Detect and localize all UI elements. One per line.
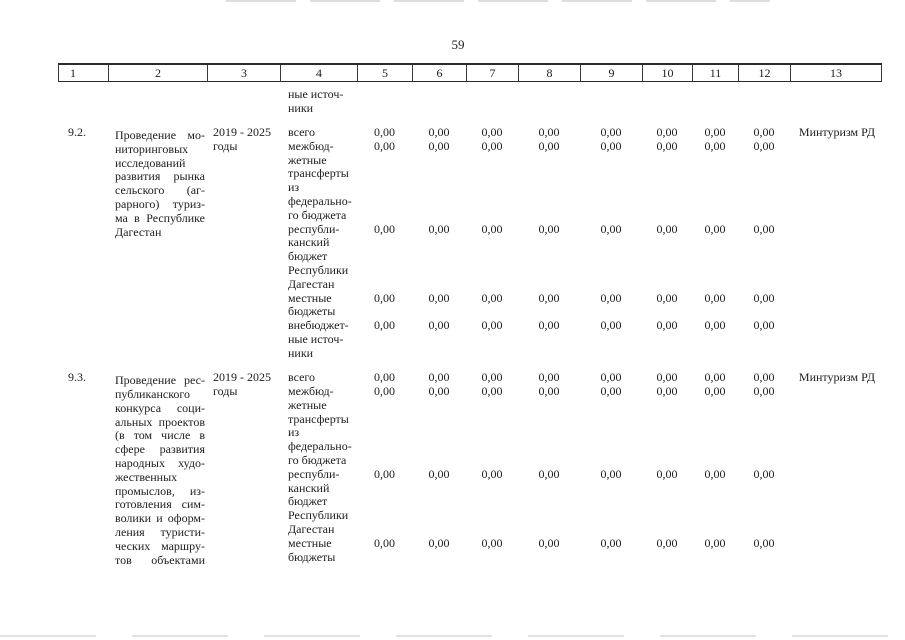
- measure-name-line: тов объектами: [115, 553, 205, 567]
- continuation-row: [58, 88, 882, 116]
- funding-value-col-6: 0,00: [428, 221, 450, 236]
- header-cell-col-4: 4: [280, 65, 357, 81]
- funding-value-col-9: 0,00: [600, 370, 622, 385]
- funding-value-col-10: 0,00: [656, 383, 678, 398]
- measure-name-line: развития рынка: [115, 170, 205, 184]
- funding-source-block: [280, 292, 790, 320]
- funding-value-col-7: 0,00: [481, 221, 503, 236]
- funding-source-label-line: бюджет: [288, 494, 328, 509]
- funding-value-col-7: 0,00: [481, 370, 503, 385]
- funding-source-label: [280, 140, 357, 223]
- scan-edge-top: [226, 0, 770, 2]
- measure-name-line: сельского (аг-: [115, 184, 205, 198]
- funding-source-block: [280, 126, 790, 140]
- funding-source-label-line: бюджеты: [288, 549, 336, 564]
- funding-value-col-10: 0,00: [656, 221, 678, 236]
- scan-edge-bottom: [0, 635, 905, 637]
- funding-value-col-11: 0,00: [704, 466, 726, 481]
- funding-value-col-6: 0,00: [428, 138, 450, 153]
- header-cell-col-7: 7: [466, 65, 518, 81]
- measure-name-line: жественных: [115, 470, 178, 484]
- funding-value-col-6: 0,00: [428, 125, 450, 140]
- funding-value-col-8: 0,00: [538, 383, 560, 398]
- funding-source-label-line: бюджет: [288, 249, 328, 264]
- measure-name-line: (в том числе в: [115, 429, 205, 443]
- measure-name-line: конкурса соци-: [115, 401, 205, 415]
- funding-source-label-line: межбюд-: [288, 383, 334, 398]
- measure-name-cell: [108, 371, 207, 567]
- funding-value-col-6: 0,00: [428, 290, 450, 305]
- funding-value-col-12: 0,00: [753, 318, 775, 333]
- funding-source-label-line: всего: [288, 125, 316, 140]
- funding-value-col-8: 0,00: [538, 535, 560, 550]
- funding-source-label-line: местные: [288, 290, 332, 305]
- funding-value-col-11: 0,00: [704, 138, 726, 153]
- funding-source-label-line: Дагестан: [288, 276, 335, 291]
- funding-value-col-9: 0,00: [600, 221, 622, 236]
- funding-source-label: [280, 371, 357, 385]
- funding-source-label-line: республи-: [288, 466, 340, 481]
- funding-source-label-line: ники: [288, 100, 314, 115]
- measure-name-line: волики и оформ-: [115, 512, 205, 526]
- funding-value-col-7: 0,00: [481, 466, 503, 481]
- funding-source-label-line: местные: [288, 535, 332, 550]
- funding-value-col-5: 0,00: [374, 290, 395, 305]
- funding-value-col-8: 0,00: [538, 125, 560, 140]
- funding-source-block: [280, 223, 790, 292]
- period-line: 2019 - 2025: [213, 370, 271, 385]
- funding-value-col-6: 0,00: [428, 466, 450, 481]
- funding-source-label: [280, 292, 357, 320]
- measure-name-line: публиканского: [115, 387, 191, 401]
- period-cell: [207, 371, 280, 399]
- executor-cell: [790, 126, 882, 140]
- funding-value-col-5: 0,00: [374, 318, 395, 333]
- header-cell-col-1: 1: [58, 65, 108, 81]
- funding-source-block: [280, 319, 790, 360]
- funding-value-col-9: 0,00: [600, 290, 622, 305]
- item-number-cell: [58, 126, 108, 140]
- funding-value-col-5: 0,00: [374, 466, 395, 481]
- funding-source-label-line: из: [288, 180, 300, 195]
- executor-cell: [790, 371, 882, 385]
- header-cell-col-11: 11: [692, 65, 738, 81]
- period-line: годы: [213, 383, 238, 398]
- funding-value-col-8: 0,00: [538, 318, 560, 333]
- funding-source-label-line: внебюджет-: [288, 318, 349, 333]
- header-cell-col-3: 3: [207, 65, 280, 81]
- funding-source-label-line: трансферты: [288, 411, 349, 426]
- funding-value-col-6: 0,00: [428, 535, 450, 550]
- measure-name-cell: [108, 126, 207, 239]
- executor-name: Минтуризм РД: [798, 125, 876, 140]
- period-cell: [207, 126, 280, 154]
- funding-source-label-line: канский: [288, 235, 330, 250]
- funding-source-label-line: ные источ-: [288, 87, 344, 101]
- funding-value-col-12: 0,00: [753, 290, 775, 305]
- funding-value-col-12: 0,00: [753, 370, 775, 385]
- header-cell-col-6: 6: [412, 65, 466, 81]
- table-row: [58, 126, 882, 361]
- funding-sources: [280, 371, 790, 564]
- executor-name: Минтуризм РД: [798, 370, 876, 385]
- item-number: 9.2.: [68, 125, 86, 140]
- funding-source-label-line: Республики: [288, 263, 349, 278]
- funding-value-col-8: 0,00: [538, 370, 560, 385]
- measure-name-line: готовления сим-: [115, 498, 205, 512]
- funding-value-col-5: 0,00: [374, 125, 395, 140]
- funding-sources: [280, 126, 790, 361]
- funding-value-col-12: 0,00: [753, 138, 775, 153]
- funding-value-col-8: 0,00: [538, 221, 560, 236]
- table-body: [58, 82, 882, 567]
- funding-value-col-5: 0,00: [374, 535, 395, 550]
- funding-value-col-9: 0,00: [600, 138, 622, 153]
- budget-table: [58, 63, 882, 567]
- measure-name-line: сфере развития: [115, 443, 205, 457]
- measure-name-line: Дагестан: [115, 225, 162, 239]
- funding-source-label-line: трансферты: [288, 166, 349, 181]
- funding-source-label-line: республи-: [288, 221, 340, 236]
- funding-source-label-line: ники: [288, 345, 314, 360]
- funding-source-block: [280, 468, 790, 537]
- measure-name-line: альных проектов: [115, 415, 205, 429]
- funding-source-label-line: из: [288, 425, 300, 440]
- funding-source-label: [280, 537, 357, 565]
- table-row: [58, 371, 882, 567]
- funding-value-col-9: 0,00: [600, 535, 622, 550]
- funding-source-label-line: жетные: [288, 397, 327, 412]
- funding-source-label: [280, 319, 357, 360]
- funding-value-col-10: 0,00: [656, 290, 678, 305]
- funding-value-col-8: 0,00: [538, 138, 560, 153]
- funding-value-col-10: 0,00: [656, 318, 678, 333]
- funding-value-col-7: 0,00: [481, 138, 503, 153]
- measure-name-line: ческих маршру-: [115, 539, 205, 553]
- item-number-cell: [58, 371, 108, 385]
- funding-value-col-6: 0,00: [428, 383, 450, 398]
- funding-source-label-line: межбюд-: [288, 138, 334, 153]
- measure-name-line: ма в Республике: [115, 211, 205, 225]
- funding-source-label-line: федерально-: [288, 194, 352, 209]
- funding-source-label-line: Дагестан: [288, 521, 335, 536]
- funding-source-label-line: Республики: [288, 508, 349, 523]
- funding-value-col-11: 0,00: [704, 290, 726, 305]
- funding-value-col-7: 0,00: [481, 535, 503, 550]
- funding-value-col-7: 0,00: [481, 318, 503, 333]
- funding-source-label-line: го бюджета: [288, 452, 347, 467]
- funding-source-label-line: жетные: [288, 152, 327, 167]
- header-cell-col-13: 13: [790, 65, 882, 81]
- funding-value-col-8: 0,00: [538, 466, 560, 481]
- funding-source-label: [280, 468, 357, 537]
- funding-value-col-9: 0,00: [600, 125, 622, 140]
- funding-value-col-11: 0,00: [704, 221, 726, 236]
- funding-source-label-line: бюджеты: [288, 304, 336, 319]
- header-cell-col-2: 2: [108, 65, 207, 81]
- funding-value-col-10: 0,00: [656, 466, 678, 481]
- funding-source-block: [280, 537, 790, 565]
- funding-value-col-10: 0,00: [656, 535, 678, 550]
- funding-source-cell: [280, 88, 357, 116]
- funding-value-col-11: 0,00: [704, 535, 726, 550]
- period-line: годы: [213, 138, 238, 153]
- funding-source-label: [280, 126, 357, 140]
- header-cell-col-9: 9: [580, 65, 642, 81]
- measure-name-line: ниторинговых: [115, 142, 189, 156]
- funding-source-block: [280, 371, 790, 385]
- funding-value-col-5: 0,00: [374, 370, 395, 385]
- funding-value-col-5: 0,00: [374, 138, 395, 153]
- funding-value-col-12: 0,00: [753, 221, 775, 236]
- funding-value-col-7: 0,00: [481, 125, 503, 140]
- funding-value-col-11: 0,00: [704, 370, 726, 385]
- funding-source-block: [280, 140, 790, 223]
- period-line: 2019 - 2025: [213, 125, 271, 140]
- funding-source-label: [280, 385, 357, 468]
- measure-name-line: промыслов, из-: [115, 484, 205, 498]
- funding-value-col-11: 0,00: [704, 318, 726, 333]
- funding-value-col-12: 0,00: [753, 466, 775, 481]
- page-number: 59: [451, 37, 465, 52]
- funding-value-col-9: 0,00: [600, 383, 622, 398]
- measure-name-line: Проведение рес-: [115, 374, 205, 388]
- measure-name-line: Проведение мо-: [115, 129, 205, 143]
- header-cell-col-12: 12: [738, 65, 790, 81]
- funding-value-col-6: 0,00: [428, 318, 450, 333]
- measure-name-line: народных худо-: [115, 456, 205, 470]
- funding-source-label-line: всего: [288, 370, 316, 385]
- measure-name-line: ления туристи-: [115, 525, 205, 539]
- funding-source-label: [280, 223, 357, 292]
- funding-value-col-5: 0,00: [374, 221, 395, 236]
- header-cell-col-10: 10: [642, 65, 692, 81]
- funding-value-col-12: 0,00: [753, 125, 775, 140]
- funding-value-col-8: 0,00: [538, 290, 560, 305]
- funding-source-label-line: канский: [288, 480, 330, 495]
- header-cell-col-5: 5: [357, 65, 412, 81]
- item-number: 9.3.: [68, 370, 86, 385]
- funding-value-col-10: 0,00: [656, 125, 678, 140]
- funding-value-col-5: 0,00: [374, 383, 395, 398]
- funding-value-col-10: 0,00: [656, 138, 678, 153]
- funding-value-col-9: 0,00: [600, 318, 622, 333]
- funding-value-col-11: 0,00: [704, 383, 726, 398]
- measure-name-line: исследований: [115, 156, 186, 170]
- funding-source-label-line: федерально-: [288, 439, 352, 454]
- table-header-row: [58, 63, 882, 82]
- funding-value-col-6: 0,00: [428, 370, 450, 385]
- funding-value-col-9: 0,00: [600, 466, 622, 481]
- funding-value-col-7: 0,00: [481, 290, 503, 305]
- funding-source-block: [280, 385, 790, 468]
- funding-source-label-line: ные источ-: [288, 332, 344, 347]
- funding-value-col-10: 0,00: [656, 370, 678, 385]
- funding-value-col-11: 0,00: [704, 125, 726, 140]
- funding-source-label-line: го бюджета: [288, 207, 347, 222]
- funding-value-col-12: 0,00: [753, 383, 775, 398]
- funding-value-col-12: 0,00: [753, 535, 775, 550]
- header-cell-col-8: 8: [518, 65, 580, 81]
- funding-value-col-7: 0,00: [481, 383, 503, 398]
- measure-name-line: рарного) туриз-: [115, 198, 205, 212]
